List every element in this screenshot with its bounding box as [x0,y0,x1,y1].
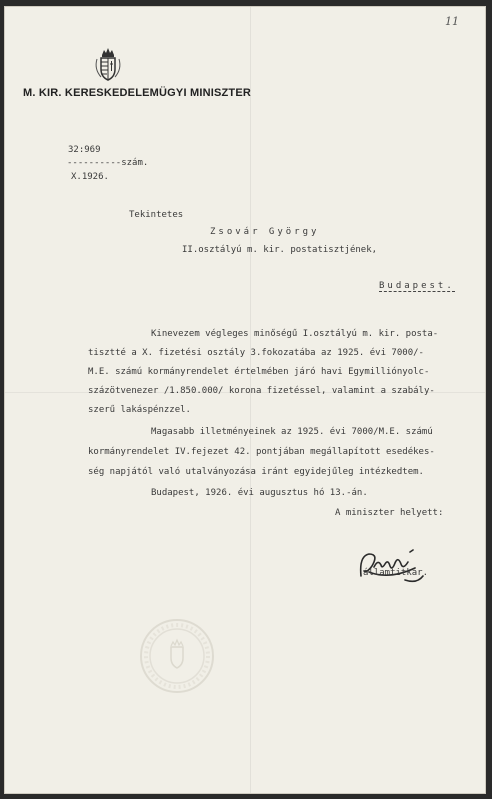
reference-number-label: ----------szám. [67,158,149,168]
body-line: százötvenezer /1.850.000/ korona fizetéssel, valamint a szabály- [88,386,435,396]
reference-number: 32:969 [68,145,101,155]
embossed-seal [138,617,216,695]
date-line: Budapest, 1926. évi augusztus hó 13.-án. [151,488,368,498]
signatory-role: államtitkár. [363,568,429,578]
ministry-letterhead: M. KIR. KERESKEDELEMÜGYI MINISZTER [23,87,252,99]
body-line: tisztté a X. fizetési osztály 3.fokozatába az 1925. évi 7000/- [88,348,424,358]
on-behalf-label: A miniszter helyett: [335,508,444,518]
body-line: M.E. számú kormányrendelet értelmében járó havi Egymilliónyolc- [88,367,430,377]
body-line: szerű lakáspénzzel. [88,405,191,415]
recipient-title: II.osztályú m. kir. postatisztjének, [182,245,378,255]
coat-of-arms-icon [93,47,123,83]
body-line: ség napjától való utalványozása iránt egyidejűleg intézkedtem. [88,467,424,477]
recipient-city: Budapest. [379,281,455,291]
body-line: kormányrendelet IV.fejezet 42. pontjában megállapított esedékes- [88,447,435,457]
vertical-fold-line [250,7,251,793]
document-page [4,6,486,794]
body-line: Magasabb illetményeinek az 1925. évi 7000/M.E. számú [151,427,433,437]
body-line: Kinevezem végleges minőségű I.osztályú m. kir. posta- [151,329,439,339]
handwritten-signature [355,542,430,592]
page-number: 11 [445,15,459,28]
salutation: Tekintetes [129,210,184,220]
reference-date: X.1926. [71,172,109,182]
recipient-name: Zsovár György [210,227,320,237]
